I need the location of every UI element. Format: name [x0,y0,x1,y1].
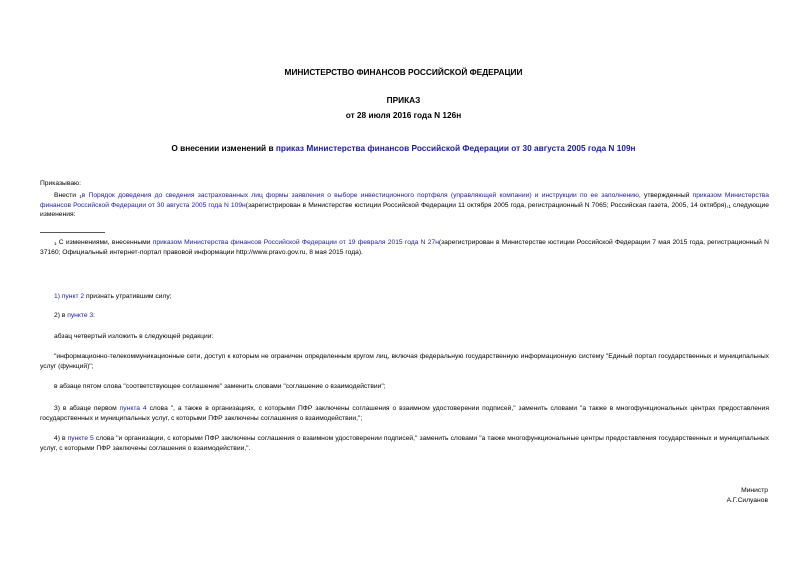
signatory-name: А.Г.Силуанов [726,497,768,504]
item-3-link[interactable]: пункта 4 [119,405,147,412]
subject-prefix: О внесении изменений в [171,143,276,153]
footnote-marker-2[interactable]: 1 [728,203,731,209]
footnote-text-b: (зарегистрирован в Министерстве юстиции Российской Федерации 7 мая 2015 года, регистрационный N 37160; Официальный интернет-портал правовой информации http://www.pravo.gov.ru, 8 мая 2015 года). [40,239,769,256]
item-2-text-a: 2) в [54,312,68,319]
subject-link[interactable]: приказ Министерства финансов Российской Федерации от 30 августа 2005 года N 109н [275,143,636,153]
signatory-title: Министр [741,487,768,494]
item-1-text: признать утратившим силу; [84,293,172,300]
item-2-subclause-1: абзац четвертый изложить в следующей редакции: [54,333,214,340]
item-2 [40,311,769,321]
item-4-link[interactable]: пункте 5 [67,435,94,442]
item-2-link[interactable]: пункте 3 [67,312,94,319]
item-3 [40,404,769,423]
item-1 [40,292,769,302]
order-word: Приказываю: [40,180,81,187]
procedure-link[interactable]: в Порядок доведения до сведения застрахованных лиц формы заявления о выборе инвестиционного портфеля (управляющей компании) и инструкции по ее заполнению, [81,192,641,199]
footnote-separator [40,232,105,233]
item-2-text-b: : [93,312,96,319]
footnote-text-a: С изменениями, внесенными [56,239,153,246]
document-type-heading: ПРИКАЗ [386,95,421,105]
item-4 [40,434,769,453]
intro-paragraph [40,191,769,220]
item-2-quote: "информационно-телекоммуникационные сети, доступ к которым не ограничен определенным кругом лиц, включая федеральную государственную информационную систему "Единый портал государственных и муниципальных услуг (функций)"; [40,353,769,370]
item-1-link[interactable]: 1) пункт 2 [54,293,85,300]
item-4-text-b: слова "и организации, с которыми ПФР заключены соглашения о взаимном удостоверении подписей," заменить словами "а также многофункциональные центры предоставления государственных и муниципальных услуг, с которыми ПФР заключены соглашения о взаимодействии,". [40,435,769,452]
intro-text-d: следующие изменения: [40,201,769,219]
item-4-text-a: 4) в [54,435,68,442]
intro-text-a: Внести [54,192,80,199]
item-3-text-a: 3) в абзаце первом [54,405,120,412]
intro-text-b: утвержденный [640,192,693,199]
ministry-heading: МИНИСТЕРСТВО ФИНАНСОВ РОССИЙСКОЙ ФЕДЕРАЦИИ [284,67,523,77]
order-27n-link[interactable]: приказом Министерства финансов Российской Федерации от 19 февраля 2015 года N 27н [152,239,439,246]
footnote-marker[interactable]: 1 [79,194,82,199]
document-date: от 28 июля 2016 года N 126н [345,110,462,120]
footnote-paragraph [40,238,769,257]
item-2-subclause-2: в абзаце пятом слова "соответствующее соглашение" заменить словами "соглашение о взаимодействии"; [54,383,386,390]
item-3-text-b: слова ", а также в организациях, с которыми ПФР заключены соглашения о взаимном удостоверении подписей," заменить словами "а также в многофункциональных центрах предоставления государственных и муниципальных услуг, с которыми ПФР заключены соглашения о взаимодействии,"; [40,405,769,422]
intro-text-c: (зарегистрирован в Министерстве юстиции Российской Федерации 11 октября 2005 года, регистрационный N 7065; Российская газета, 2005, 14 октября), [245,201,729,209]
order-109n-link[interactable]: приказом Министерства финансов Российской Федерации от 30 августа 2005 года N 109н [40,192,770,209]
footnote-number: 1 [54,241,57,246]
document-subject [0,143,807,153]
